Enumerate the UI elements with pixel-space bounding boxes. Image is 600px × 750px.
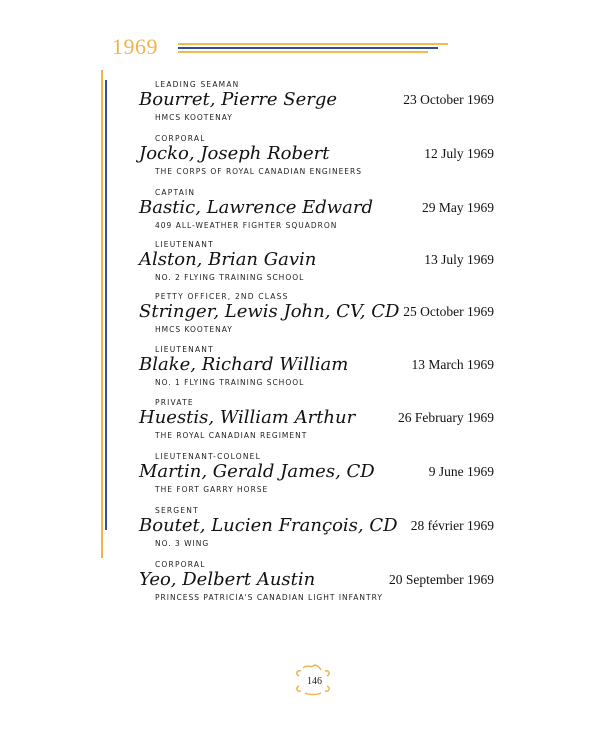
entry-date: 26 February 1969 (398, 410, 494, 425)
entry-unit: HMCS KOOTENAY (155, 113, 233, 122)
entry-rank: LIEUTENANT-COLONEL (155, 452, 261, 461)
entry-rank: LIEUTENANT (155, 240, 214, 249)
list-item (0, 292, 600, 342)
list-item (0, 398, 600, 448)
entry-date: 9 June 1969 (428, 464, 494, 479)
entry-name: Huestis, William Arthur (139, 407, 356, 428)
entry-name: Bourret, Pierre Serge (139, 89, 338, 110)
year-heading: 1969 (112, 34, 158, 59)
entry-unit: THE ROYAL CANADIAN REGIMENT (155, 431, 308, 440)
entry-unit: 409 ALL-WEATHER FIGHTER SQUADRON (155, 221, 338, 230)
entry-name: Martin, Gerald James, CD (139, 461, 375, 482)
entry-unit: THE CORPS OF ROYAL CANADIAN ENGINEERS (155, 167, 363, 176)
list-item (0, 188, 600, 238)
entry-name: Stringer, Lewis John, CV, CD (139, 301, 400, 322)
entry-date: 29 May 1969 (422, 200, 494, 215)
entry-date: 28 février 1969 (410, 518, 494, 533)
entry-name: Boutet, Lucien François, CD (139, 515, 398, 536)
entry-unit: THE FORT GARRY HORSE (155, 485, 269, 494)
list-item (0, 134, 600, 184)
entry-unit: HMCS KOOTENAY (155, 325, 233, 334)
list-item (0, 240, 600, 290)
entry-date: 13 July 1969 (424, 252, 494, 267)
entry-name: Bastic, Lawrence Edward (139, 197, 374, 218)
entry-rank: CORPORAL (155, 134, 206, 143)
entry-rank: CORPORAL (155, 560, 206, 569)
header-rule-gold (178, 43, 448, 45)
entry-rank: SERGENT (155, 506, 199, 515)
entry-date: 12 July 1969 (424, 146, 494, 161)
header-rule-blue (178, 47, 438, 49)
entry-rank: PETTY OFFICER, 2ND CLASS (155, 292, 289, 301)
list-item (0, 560, 600, 610)
entry-rank: LIEUTENANT (155, 345, 214, 354)
entry-date: 25 October 1969 (403, 304, 494, 319)
list-item (0, 80, 600, 130)
list-item (0, 452, 600, 502)
entry-name: Blake, Richard William (139, 354, 349, 375)
entry-unit: NO. 1 FLYING TRAINING SCHOOL (155, 378, 305, 387)
entry-name: Yeo, Delbert Austin (139, 569, 316, 590)
page-number: 146 (307, 676, 322, 687)
entry-date: 20 September 1969 (389, 572, 494, 587)
entry-date: 13 March 1969 (411, 357, 494, 372)
header-rule-gold-lower (178, 51, 428, 53)
entry-rank: LEADING SEAMAN (155, 80, 240, 89)
entry-name: Alston, Brian Gavin (139, 249, 317, 270)
list-item (0, 506, 600, 556)
entry-rank: PRIVATE (155, 398, 194, 407)
entry-unit: PRINCESS PATRICIA'S CANADIAN LIGHT INFANTRY (155, 593, 383, 602)
entry-unit: NO. 2 FLYING TRAINING SCHOOL (155, 273, 305, 282)
entry-name: Jocko, Joseph Robert (139, 143, 330, 164)
list-item (0, 345, 600, 395)
entry-rank: CAPTAIN (155, 188, 196, 197)
entry-date: 23 October 1969 (403, 92, 494, 107)
entry-unit: NO. 3 WING (155, 539, 210, 548)
